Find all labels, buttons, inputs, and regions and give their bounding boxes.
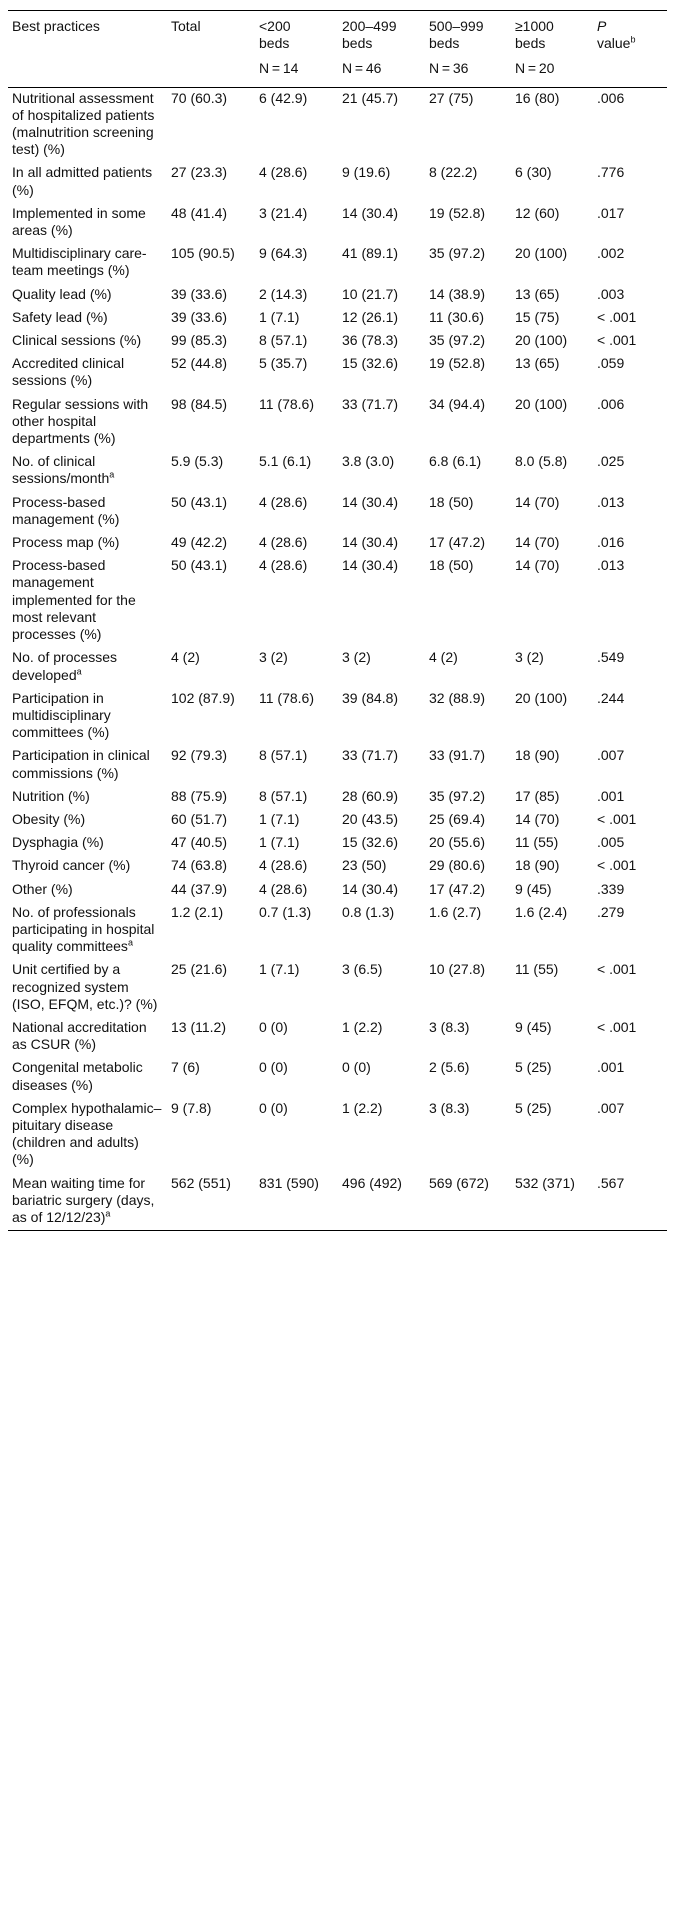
cell-lt200: 2 (14.3) [259,285,308,302]
table-row [8,902,667,960]
cell-total: 99 (85.3) [171,332,228,349]
cell-total: 25 (21.6) [171,961,228,978]
row-label [8,688,167,746]
table-row [8,1017,667,1057]
table-row [8,855,667,878]
row-label-text: National accreditation as CSUR (%) [12,1018,147,1053]
cell-500-999: 17 (47.2) [429,880,486,897]
row-label [8,902,167,960]
table-row [8,284,667,307]
cell-500-999: 10 (27.8) [429,961,486,978]
cell-200-499: 14 (30.4) [342,204,399,221]
row-label [8,786,167,809]
row-label [8,330,167,353]
header-n-empty-1 [167,56,255,87]
header-best-practices: Best practices [8,11,167,57]
cell-ge1000: 14 (70) [515,810,560,827]
row-label-text: Unit certified by a recognized system (ISO, EFQM, etc.)? (%) [12,961,158,1012]
table-row [8,832,667,855]
cell-500-999: 2 (5.6) [429,1059,470,1076]
cell-p-value: .244 [597,689,625,706]
cell-200-499: 41 (89.1) [342,245,399,262]
cell-500-999: 32 (88.9) [429,689,486,706]
table-row [8,243,667,283]
cell-ge1000: 20 (100) [515,395,568,412]
table-row [8,307,667,330]
cell-lt200: 1 (7.1) [259,308,300,325]
row-label-text: Nutritional assessment of hospitalized patients (malnutrition screening test) (%) [12,89,155,158]
row-label-text: Process-based management (%) [12,493,120,527]
cell-200-499: 21 (45.7) [342,89,399,106]
cell-total: 9 (7.8) [171,1099,212,1116]
cell-p-value: .017 [597,204,625,221]
table-row [8,647,667,687]
cell-total: 1.2 (2.1) [171,903,224,920]
cell-500-999: 14 (38.9) [429,285,486,302]
cell-lt200: 4 (28.6) [259,880,308,897]
cell-lt200: 11 (78.6) [259,395,314,412]
cell-ge1000: 5 (25) [515,1059,552,1076]
cell-p-value: .339 [597,880,625,897]
header-p-value-word: value [597,35,631,52]
cell-500-999: 1.6 (2.7) [429,903,482,920]
cell-ge1000: 17 (85) [515,787,560,804]
row-label [8,745,167,785]
cell-total: 7 (6) [171,1059,200,1076]
row-label-text: Other (%) [12,880,73,897]
cell-ge1000: 20 (100) [515,689,568,706]
row-label-text: Multidisciplinary care-team meetings (%) [12,245,147,279]
row-label [8,353,167,393]
cell-p-value: .025 [597,453,625,470]
row-label-text: Safety lead (%) [12,308,108,325]
table-row [8,809,667,832]
best-practices-table [8,10,667,1231]
header-p-footnote-mark: b [630,34,636,45]
cell-ge1000: 20 (100) [515,245,568,262]
cell-500-999: 20 (55.6) [429,834,486,851]
cell-ge1000: 14 (70) [515,534,560,551]
cell-total: 70 (60.3) [171,89,228,106]
header-500-999-beds [425,11,511,57]
row-label [8,1173,167,1231]
header-n-ge1000: N = 20 [511,56,593,87]
cell-500-999: 27 (75) [429,89,474,106]
cell-total: 92 (79.3) [171,747,228,764]
row-label [8,855,167,878]
cell-200-499: 33 (71.7) [342,395,399,412]
cell-ge1000: 18 (90) [515,747,560,764]
table-row [8,688,667,746]
cell-total: 74 (63.8) [171,857,228,874]
cell-200-499: 496 (492) [338,1173,425,1231]
row-label [8,1098,167,1173]
row-label [8,492,167,532]
header-n-500-999: N = 36 [425,56,511,87]
row-label [8,555,167,647]
cell-ge1000: 11 (55) [515,834,559,851]
cell-ge1000: 3 (2) [515,649,544,666]
cell-total: 39 (33.6) [171,308,228,325]
row-label-text: Participation in clinical commissions (%) [12,747,150,781]
table-body [8,87,667,1231]
cell-total: 49 (42.2) [171,534,228,551]
row-label [8,1057,167,1097]
row-label-text: Complex hypothalamic–pituitary disease (children and adults) (%) [12,1099,162,1168]
header-lt200-line1: <200 [259,18,291,34]
cell-lt200: 5 (35.7) [259,355,308,372]
row-label [8,1017,167,1057]
cell-500-999: 6.8 (6.1) [429,453,482,470]
cell-ge1000: 1.6 (2.4) [515,903,568,920]
cell-500-999: 35 (97.2) [429,245,486,262]
cell-500-999: 19 (52.8) [429,204,486,221]
cell-p-value: .002 [597,245,625,262]
cell-ge1000: 20 (100) [515,332,568,349]
table-row [8,330,667,353]
cell-lt200: 0.7 (1.3) [259,903,312,920]
table-row [8,1098,667,1173]
cell-p-value: .016 [597,534,625,551]
cell-p-value: .003 [597,285,625,302]
cell-p-value: .001 [597,1059,625,1076]
header-ge1000-beds [511,11,593,57]
cell-200-499: 10 (21.7) [342,285,399,302]
header-lt200-beds [255,11,338,57]
cell-500-999: 17 (47.2) [429,534,486,551]
cell-p-value: .776 [597,164,625,181]
cell-200-499: 1 (2.2) [342,1099,383,1116]
cell-500-999: 11 (30.6) [429,308,484,325]
cell-200-499: 14 (30.4) [342,493,399,510]
cell-total: 47 (40.5) [171,834,228,851]
cell-ge1000: 16 (80) [515,89,560,106]
cell-200-499: 3 (6.5) [342,961,383,978]
cell-500-999: 19 (52.8) [429,355,486,372]
row-label-text: No. of professionals participating in hospital quality committees [12,903,155,955]
cell-total: 98 (84.5) [171,395,228,412]
row-label-text: Congenital metabolic diseases (%) [12,1059,143,1093]
row-label [8,532,167,555]
cell-ge1000: 532 (371) [511,1173,593,1231]
row-label-text: Process-based management implemented for the most relevant processes (%) [12,557,136,643]
cell-200-499: 1 (2.2) [342,1018,383,1035]
row-label [8,243,167,283]
cell-p-value: .005 [597,834,625,851]
cell-lt200: 6 (42.9) [259,89,308,106]
cell-ge1000: 12 (60) [515,204,560,221]
cell-200-499: 0 (0) [342,1059,371,1076]
cell-500-999: 8 (22.2) [429,164,478,181]
cell-lt200: 4 (28.6) [259,164,308,181]
table-row [8,1057,667,1097]
cell-total: 60 (51.7) [171,810,228,827]
header-ge1000-line1: ≥1000 [515,18,554,34]
cell-total: 13 (11.2) [171,1018,226,1035]
row-label-footnote-mark: a [127,937,133,948]
cell-lt200: 8 (57.1) [259,332,308,349]
row-label [8,451,167,491]
table-row [8,162,667,202]
header-500-999-line2: beds [429,35,460,52]
row-label-text: Participation in multidisciplinary committees (%) [12,689,111,741]
cell-lt200: 1 (7.1) [259,810,300,827]
cell-lt200: 4 (28.6) [259,534,308,551]
cell-200-499: 9 (19.6) [342,164,391,181]
cell-ge1000: 5 (25) [515,1099,552,1116]
cell-ge1000: 8.0 (5.8) [515,453,568,470]
header-n-empty-0 [8,56,167,87]
cell-ge1000: 14 (70) [515,557,560,574]
cell-total: 562 (551) [167,1173,255,1231]
cell-lt200: 831 (590) [255,1173,338,1231]
cell-lt200: 11 (78.6) [259,689,314,706]
cell-lt200: 1 (7.1) [259,961,300,978]
cell-total: 44 (37.9) [171,880,228,897]
cell-lt200: 8 (57.1) [259,787,308,804]
header-ge1000-line2: beds [515,35,546,52]
cell-200-499: 28 (60.9) [342,787,399,804]
cell-total: 50 (43.1) [171,493,228,510]
row-label-text: Accredited clinical sessions (%) [12,355,125,389]
cell-total: 27 (23.3) [171,164,228,181]
header-p-value [593,11,667,57]
cell-500-999: 33 (91.7) [429,747,486,764]
cell-p-value: .549 [597,649,625,666]
header-n-200-499: N = 46 [338,56,425,87]
cell-ge1000: 15 (75) [515,308,560,325]
cell-200-499: 33 (71.7) [342,747,399,764]
cell-p-value: .279 [597,903,625,920]
cell-total: 4 (2) [171,649,200,666]
table-row [8,451,667,491]
cell-total: 105 (90.5) [171,245,235,262]
row-label-footnote-mark: a [109,469,115,480]
header-row [8,11,667,57]
header-200-499-beds [338,11,425,57]
cell-ge1000: 9 (45) [515,880,552,897]
cell-p-value: .001 [597,787,625,804]
cell-500-999: 3 (8.3) [429,1099,470,1116]
row-label [8,284,167,307]
cell-500-999: 35 (97.2) [429,332,486,349]
row-label [8,647,167,687]
cell-200-499: 14 (30.4) [342,880,399,897]
cell-200-499: 12 (26.1) [342,308,399,325]
header-p-letter: P [597,18,607,34]
cell-p-value: < .001 [597,332,637,349]
cell-p-value: .567 [593,1173,667,1231]
cell-p-value: .007 [597,1099,625,1116]
cell-ge1000: 14 (70) [515,493,560,510]
table-row [8,879,667,902]
header-n-empty-6 [593,56,667,87]
cell-p-value: .059 [597,355,625,372]
cell-p-value: < .001 [597,1018,637,1035]
cell-total: 102 (87.9) [171,689,235,706]
cell-200-499: 3.8 (3.0) [342,453,395,470]
table-row [8,745,667,785]
table-row [8,492,667,532]
row-label-text: Regular sessions with other hospital departments (%) [12,395,149,447]
cell-500-999: 29 (80.6) [429,857,486,874]
cell-lt200: 3 (2) [259,649,288,666]
row-label [8,879,167,902]
table-row [8,532,667,555]
cell-p-value: .007 [597,747,625,764]
cell-ge1000: 13 (65) [515,355,560,372]
cell-p-value: .013 [597,493,625,510]
cell-total: 88 (75.9) [171,787,228,804]
cell-lt200: 4 (28.6) [259,493,308,510]
row-label [8,203,167,243]
header-lt200-line2: beds [259,35,290,52]
cell-200-499: 36 (78.3) [342,332,399,349]
cell-200-499: 15 (32.6) [342,355,399,372]
row-label-text: No. of processes developed [12,649,118,683]
row-label [8,162,167,202]
cell-200-499: 23 (50) [342,857,387,874]
table-row [8,786,667,809]
row-label-text: Implemented in some areas (%) [12,204,146,239]
cell-ge1000: 18 (90) [515,857,560,874]
cell-500-999: 34 (94.4) [429,395,486,412]
cell-p-value: .013 [597,557,625,574]
cell-500-999: 3 (8.3) [429,1018,470,1035]
cell-200-499: 20 (43.5) [342,810,399,827]
table-header [8,11,667,88]
table-row [8,203,667,243]
row-label [8,87,167,162]
cell-p-value: < .001 [597,810,637,827]
row-label-text: In all admitted patients (%) [12,164,153,198]
header-500-999-line1: 500–999 [429,18,484,34]
row-label [8,809,167,832]
table-row [8,555,667,647]
row-label-footnote-mark: a [105,1208,111,1219]
row-label-text: Mean waiting time for bariatric surgery (days, as of 12/12/23) [12,1174,155,1225]
cell-lt200: 1 (7.1) [259,834,300,851]
header-total: Total [167,11,255,57]
cell-lt200: 5.1 (6.1) [259,453,312,470]
row-label [8,307,167,330]
header-200-499-line1: 200–499 [342,18,397,34]
cell-200-499: 3 (2) [342,649,371,666]
header-n-lt200: N = 14 [255,56,338,87]
cell-ge1000: 11 (55) [515,961,559,978]
cell-total: 48 (41.4) [171,204,228,221]
row-label-text: Thyroid cancer (%) [12,857,131,874]
cell-lt200: 0 (0) [259,1018,288,1035]
cell-lt200: 0 (0) [259,1099,288,1116]
row-label-text: Process map (%) [12,534,120,551]
cell-500-999: 569 (672) [425,1173,511,1231]
cell-500-999: 18 (50) [429,493,474,510]
table-row [8,1173,667,1231]
cell-200-499: 15 (32.6) [342,834,399,851]
header-200-499-line2: beds [342,35,373,52]
cell-total: 39 (33.6) [171,285,228,302]
cell-lt200: 4 (28.6) [259,557,308,574]
cell-500-999: 25 (69.4) [429,810,486,827]
cell-500-999: 4 (2) [429,649,458,666]
cell-200-499: 14 (30.4) [342,557,399,574]
cell-ge1000: 9 (45) [515,1018,552,1035]
cell-total: 50 (43.1) [171,557,228,574]
cell-ge1000: 13 (65) [515,285,560,302]
cell-500-999: 35 (97.2) [429,787,486,804]
row-label-text: Obesity (%) [12,810,86,827]
cell-p-value: .006 [597,89,625,106]
row-label [8,832,167,855]
table-row [8,394,667,452]
table-row [8,959,667,1017]
table-row [8,353,667,393]
cell-p-value: < .001 [597,308,637,325]
table-row [8,87,667,162]
header-n-row [8,56,667,87]
cell-lt200: 3 (21.4) [259,204,308,221]
row-label [8,959,167,1017]
cell-lt200: 9 (64.3) [259,245,308,262]
row-label-text: Clinical sessions (%) [12,332,142,349]
cell-200-499: 0.8 (1.3) [342,903,395,920]
cell-lt200: 4 (28.6) [259,857,308,874]
row-label [8,394,167,452]
cell-total: 5.9 (5.3) [171,453,224,470]
cell-p-value: .006 [597,395,625,412]
cell-200-499: 14 (30.4) [342,534,399,551]
cell-lt200: 8 (57.1) [259,747,308,764]
row-label-text: No. of clinical sessions/month [12,453,110,487]
cell-500-999: 18 (50) [429,557,474,574]
cell-200-499: 39 (84.8) [342,689,399,706]
cell-lt200: 0 (0) [259,1059,288,1076]
cell-total: 52 (44.8) [171,355,228,372]
row-label-text: Quality lead (%) [12,285,112,302]
row-label-footnote-mark: a [76,665,82,676]
cell-p-value: < .001 [597,857,637,874]
row-label-text: Nutrition (%) [12,787,90,804]
row-label-text: Dysphagia (%) [12,834,104,851]
cell-ge1000: 6 (30) [515,164,552,181]
cell-p-value: < .001 [597,961,637,978]
